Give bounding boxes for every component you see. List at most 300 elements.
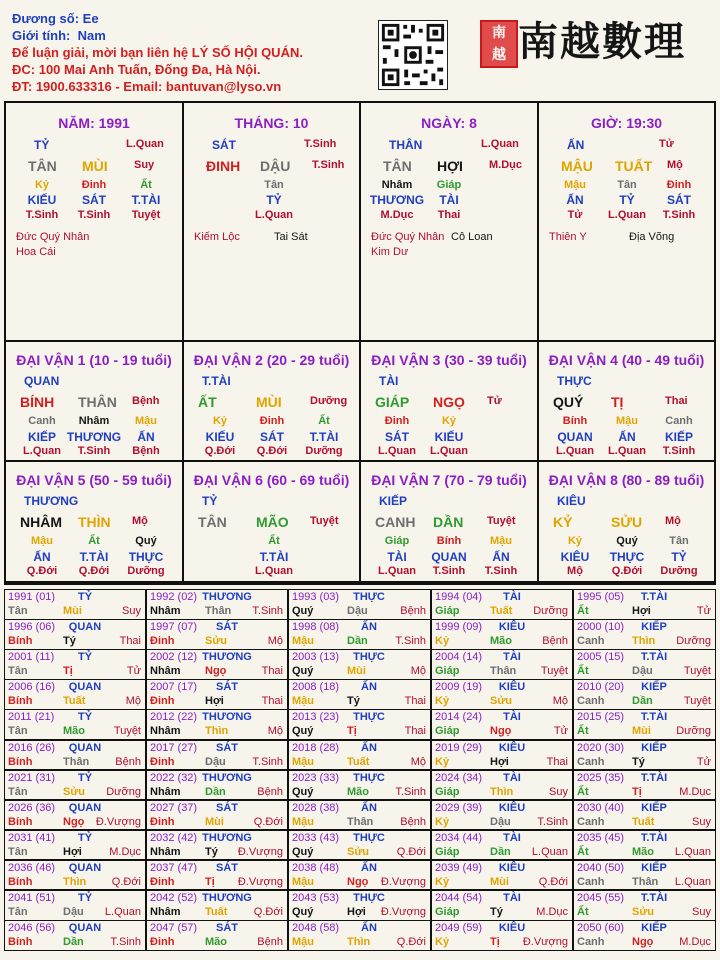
pillar-title: THÁNG: 10 (234, 115, 309, 131)
dai-van-god: TÀI (379, 374, 399, 388)
pillar-branch-life: T.Sinh (312, 159, 345, 171)
year-god: THƯƠNG (202, 771, 252, 784)
dai-van-god: THƯƠNG (24, 494, 79, 508)
year-life: Suy (692, 815, 711, 828)
hidden-god: KIẾU (27, 193, 57, 207)
year-god: KIẾP (641, 681, 667, 694)
dai-van-hidden-life: Bệnh (132, 445, 160, 457)
dai-van-hidden-stem: Kỷ (567, 535, 583, 547)
hidden-god: TỶ (619, 193, 635, 207)
year-life: Thai (546, 755, 568, 768)
year-label: 2005 (15) (577, 651, 625, 664)
year-label: 1993 (03) (292, 591, 340, 603)
year-label: 2001 (11) (8, 651, 55, 664)
year-god: TÀI (503, 771, 521, 784)
dai-van-cell-1 (6, 342, 182, 460)
year-branch: Tuất (347, 755, 370, 768)
year-god: TÀI (503, 711, 521, 724)
dai-van-hidden-life: T.Sinh (77, 445, 111, 457)
pillar-stem-life: T.Sinh (304, 138, 337, 150)
dai-van-hidden-god: KIẾP (664, 430, 694, 444)
pillar-stem-life: L.Quan (481, 138, 519, 150)
year-label: 2002 (12) (150, 651, 198, 664)
year-label: 2000 (10) (577, 621, 625, 634)
year-god: T.TÀI (640, 591, 668, 603)
year-branch: Mùi (632, 725, 651, 738)
year-label: 2034 (44) (435, 831, 483, 844)
year-god: QUAN (68, 801, 102, 814)
year-god: QUAN (68, 922, 102, 935)
year-branch: Mão (347, 785, 369, 798)
year-label: 2047 (57) (150, 922, 198, 935)
year-branch: Sửu (347, 845, 370, 858)
year-stem: Canh (577, 635, 605, 648)
dai-van-title: ĐẠI VẬN 2 (20 - 29 tuổi) (193, 352, 350, 368)
year-life: Bệnh (115, 755, 141, 768)
year-life: Tuyệt (683, 695, 711, 708)
year-god: T.TÀI (640, 711, 668, 724)
hidden-god: TỶ (266, 193, 282, 207)
year-label: 2018 (28) (292, 741, 340, 754)
year-branch: Dần (205, 785, 226, 798)
year-cell (574, 801, 715, 830)
year-stem: Kỷ (435, 815, 450, 828)
year-label: 2016 (26) (8, 741, 56, 754)
year-life: Q.Đới (253, 906, 283, 918)
pillar-branch: DẬU (260, 158, 291, 174)
dai-van-hidden-stem: Mậu (31, 535, 53, 547)
year-label: 1991 (01) (8, 591, 56, 603)
dai-van-hidden-god: SÁT (260, 430, 284, 444)
dai-van-hidden-stem: Canh (665, 415, 693, 427)
year-label: 1995 (05) (577, 591, 625, 603)
dai-van-hidden-stem: Kỷ (441, 415, 457, 427)
year-life: Đ.Vượng (95, 815, 141, 828)
year-branch: Tý (490, 906, 503, 918)
year-cell (289, 620, 430, 649)
dai-van-hidden-god: KIẾU (205, 430, 235, 444)
pillar-cell-3 (539, 103, 714, 340)
year-stem: Kỷ (435, 875, 450, 888)
hidden-life: M.Dục (380, 209, 414, 221)
owner-line: Đương số: Ee (12, 11, 99, 26)
year-cell (574, 831, 715, 860)
year-stem: Quý (292, 845, 314, 858)
year-life: Mộ (552, 695, 568, 708)
dai-van-hidden-life: T.Sinh (484, 565, 518, 577)
year-stem: Canh (577, 875, 605, 888)
year-god: TỶ (77, 591, 93, 603)
year-god: TÀI (503, 651, 521, 664)
hidden-life: L.Quan (608, 209, 646, 221)
year-god: THỰC (353, 831, 385, 844)
dai-van-life: Mộ (665, 515, 681, 527)
shensha-label: Kim Dư (371, 246, 409, 258)
year-life: Mộ (267, 635, 283, 648)
year-label: 2038 (48) (292, 861, 340, 874)
year-label: 1996 (06) (8, 621, 56, 634)
dai-van-hidden-life: L.Quan (23, 445, 61, 457)
dai-van-stem: ẤT (198, 394, 217, 410)
dai-van-hidden-god: TỶ (671, 550, 687, 564)
year-label: 2013 (23) (292, 711, 340, 724)
dai-van-branch: TỊ (611, 394, 624, 410)
year-cell (147, 771, 287, 800)
year-life: Đ.Vượng (237, 845, 283, 858)
year-life: Tử (553, 725, 568, 738)
dai-van-hidden-stem: Mậu (616, 415, 638, 427)
year-stem: Giáp (435, 845, 460, 858)
year-stem: Nhâm (150, 785, 181, 798)
year-branch: Tuất (205, 906, 228, 918)
year-stem: Ất (577, 725, 589, 738)
year-cell (432, 921, 572, 950)
dai-van-hidden-stem: Mậu (490, 535, 512, 547)
year-life: M.Dục (109, 845, 141, 858)
year-stem: Quý (292, 906, 314, 918)
dai-van-branch: MÙI (256, 394, 282, 410)
dai-van-title: ĐẠI VẬN 7 (70 - 79 tuổi) (371, 472, 527, 488)
dai-van-hidden-stem: Đinh (384, 415, 410, 427)
year-stem: Giáp (435, 605, 460, 617)
pillar-title: NGÀY: 8 (421, 115, 477, 131)
year-branch: Thìn (63, 875, 87, 888)
year-cell (289, 710, 430, 739)
dai-van-cell-3 (361, 342, 537, 460)
hidden-god: SÁT (667, 193, 691, 207)
year-cell (147, 741, 287, 770)
year-stem: Đinh (150, 875, 175, 888)
year-cell (432, 590, 572, 619)
year-branch: Ngọ (632, 936, 654, 949)
year-god: KIẾP (641, 861, 667, 874)
year-cell (289, 921, 430, 950)
year-cell (574, 620, 715, 649)
year-cell (5, 741, 145, 770)
dai-van-hidden-life: L.Quan (608, 445, 646, 457)
year-cell (574, 771, 715, 800)
year-stem: Nhâm (150, 906, 181, 918)
year-life: Suy (122, 605, 141, 617)
year-branch: Dần (347, 635, 368, 648)
year-stem: Bính (8, 755, 33, 768)
year-label: 2004 (14) (435, 651, 483, 664)
dai-van-hidden-god: TÀI (387, 550, 407, 564)
year-label: 2017 (27) (150, 741, 198, 754)
year-life: Q.Đới (253, 815, 283, 828)
year-branch: Tị (490, 936, 500, 949)
year-god: TỶ (77, 771, 93, 784)
year-cell (5, 620, 145, 649)
dai-van-hidden-life: L.Quan (430, 445, 468, 457)
year-life: Q.Đới (396, 845, 426, 858)
dai-van-branch: DẦN (433, 514, 464, 530)
year-branch: Ngọ (205, 665, 227, 678)
year-life: Thai (404, 725, 426, 738)
dai-van-hidden-stem: Kỷ (212, 415, 228, 427)
year-stem: Ất (577, 845, 589, 858)
year-life: Mộ (410, 755, 426, 768)
year-label: 2036 (46) (8, 861, 56, 874)
year-god: QUAN (68, 621, 102, 634)
dai-van-hidden-life: Dưỡng (127, 565, 165, 577)
year-stem: Canh (577, 815, 605, 828)
year-god: TỶ (77, 711, 93, 724)
year-life: Tuyệt (540, 665, 568, 678)
year-god: KIẾP (641, 801, 667, 814)
year-stem: Canh (577, 936, 605, 949)
dai-van-stem: QUÝ (553, 394, 584, 410)
dai-van-hidden-god: ẤN (492, 550, 510, 564)
shensha-label: Thiên Y (549, 231, 587, 243)
year-god: KIÊU (498, 861, 526, 874)
year-god: THỰC (353, 771, 385, 784)
dai-van-branch: THÂN (78, 394, 117, 410)
year-stem: Tân (8, 725, 28, 738)
dai-van-hidden-life: Q.Đới (26, 565, 58, 577)
dai-van-hidden-stem: Bính (562, 415, 588, 427)
brand-logo: 南越數理 (518, 18, 686, 65)
year-cell (5, 801, 145, 830)
year-branch: Ngọ (490, 725, 512, 738)
year-stem: Giáp (435, 906, 460, 918)
year-cell (147, 710, 287, 739)
year-label: 2003 (13) (292, 651, 340, 664)
dai-van-cell-2 (184, 342, 359, 460)
year-cell (289, 891, 430, 920)
year-god: KIẾP (641, 922, 667, 935)
year-branch: Thìn (632, 635, 656, 648)
dai-van-stem: KỶ (553, 514, 573, 530)
year-cell (574, 650, 715, 679)
hidden-stem: Đinh (81, 179, 107, 191)
year-cell (574, 590, 715, 619)
dai-van-stem: GIÁP (375, 394, 410, 410)
year-label: 2050 (60) (577, 922, 625, 935)
year-label: 2035 (45) (577, 831, 625, 844)
year-stem: Mậu (292, 875, 314, 888)
hidden-stem: Mậu (564, 179, 586, 191)
shensha-label: Cô Loan (451, 231, 493, 243)
year-life: Bệnh (400, 815, 426, 828)
year-label: 2007 (17) (150, 681, 198, 694)
dai-van-god: THỰC (557, 374, 592, 388)
year-stem: Mậu (292, 695, 314, 708)
year-life: M.Dục (536, 906, 568, 918)
year-branch: Sửu (205, 635, 228, 648)
year-life: Mộ (267, 725, 283, 738)
pillar-stem-life: Tử (659, 138, 674, 150)
year-god: TÀI (503, 591, 521, 603)
year-cell (5, 891, 145, 920)
year-stem: Giáp (435, 665, 460, 678)
year-cell (5, 771, 145, 800)
year-stem: Giáp (435, 785, 460, 798)
hidden-life: Thai (437, 209, 461, 221)
year-life: Bệnh (400, 605, 426, 617)
pillar-stem-life: L.Quan (126, 138, 164, 150)
hidden-life: Tuyệt (131, 209, 161, 221)
hidden-stem: Kỷ (34, 179, 50, 191)
year-branch: Mùi (205, 815, 224, 828)
year-label: 2030 (40) (577, 801, 625, 814)
year-branch: Dậu (490, 815, 511, 828)
dai-van-hidden-life: L.Quan (556, 445, 594, 457)
year-branch: Thìn (490, 785, 514, 798)
dai-van-hidden-life: Dưỡng (660, 565, 698, 577)
dai-van-stem: CANH (375, 514, 416, 530)
year-god: SÁT (216, 861, 238, 874)
dai-van-cell-7 (361, 462, 537, 581)
hidden-life: L.Quan (255, 209, 293, 221)
year-label: 1997 (07) (150, 621, 198, 634)
dai-van-hidden-god: THỰC (128, 550, 164, 564)
dai-van-life: Tuyệt (487, 515, 516, 527)
pillar-stem-god: TỶ (34, 138, 50, 152)
pillar-stem-god: ẤN (567, 138, 585, 152)
year-cell (432, 650, 572, 679)
dai-van-hidden-god: THƯƠNG (66, 430, 122, 444)
year-stem: Canh (577, 755, 605, 768)
year-god: SÁT (216, 801, 238, 814)
year-label: 1999 (09) (435, 621, 483, 634)
dai-van-hidden-stem: Tân (669, 535, 689, 547)
dai-van-hidden-life: Q.Đới (204, 445, 236, 457)
year-cell (432, 741, 572, 770)
year-label: 1992 (02) (150, 591, 198, 603)
year-stem: Kỷ (435, 635, 450, 648)
year-branch: Tị (347, 725, 357, 738)
year-label: 2012 (22) (150, 711, 198, 724)
dai-van-hidden-stem: Nhâm (78, 415, 110, 427)
year-branch: Tị (205, 875, 215, 888)
year-god: KIÊU (498, 621, 526, 634)
year-cell (574, 861, 715, 890)
year-stem: Tân (8, 845, 28, 858)
dai-van-hidden-life: Dưỡng (305, 445, 343, 457)
dai-van-life: Tử (487, 395, 502, 407)
pillar-stem: TÂN (383, 158, 412, 174)
hidden-life: T.Sinh (25, 209, 59, 221)
year-god: THƯƠNG (202, 831, 252, 844)
pillar-stem: TÂN (28, 158, 57, 174)
dai-van-hidden-stem: Đinh (259, 415, 285, 427)
year-label: 2026 (36) (8, 801, 56, 814)
dai-van-branch: NGỌ (433, 394, 465, 410)
dai-van-hidden-stem: Quý (135, 535, 157, 547)
dai-van-god: KIẾP (379, 494, 408, 508)
dai-van-hidden-stem: Mậu (135, 415, 157, 427)
dai-van-hidden-stem: Ất (88, 535, 100, 547)
year-god: QUAN (68, 861, 102, 874)
year-god: KIẾP (641, 621, 667, 634)
year-branch: Mão (205, 936, 227, 949)
year-cell (432, 831, 572, 860)
pillar-branch: HỢI (437, 158, 463, 174)
dai-van-hidden-god: ẤN (33, 550, 51, 564)
dai-van-stem: NHÂM (20, 514, 62, 530)
hidden-god: SÁT (82, 193, 106, 207)
year-god: KIÊU (498, 922, 526, 935)
year-branch: Sửu (490, 695, 513, 708)
year-cell (289, 650, 430, 679)
dai-van-hidden-stem: Quý (616, 535, 638, 547)
shensha-label: Tai Sát (274, 231, 308, 243)
year-label: 1998 (08) (292, 621, 340, 634)
year-life: Dưỡng (533, 605, 568, 617)
year-stem: Nhâm (150, 605, 181, 617)
year-cell (574, 891, 715, 920)
year-label: 2008 (18) (292, 681, 340, 694)
year-god: THƯƠNG (202, 892, 252, 904)
year-life: T.Sinh (252, 755, 283, 768)
year-cell (147, 590, 287, 619)
year-stem: Tân (8, 665, 28, 678)
year-stem: Đinh (150, 755, 175, 768)
year-label: 2040 (50) (577, 861, 625, 874)
dai-van-hidden-god: KIÊU (560, 550, 590, 564)
dai-van-title: ĐẠI VẬN 6 (60 - 69 tuổi) (193, 472, 350, 488)
dai-van-life: Thai (665, 395, 688, 407)
year-life: Thai (261, 665, 283, 678)
year-stem: Bính (8, 936, 33, 949)
year-label: 2045 (55) (577, 892, 625, 904)
year-cell (574, 710, 715, 739)
pillar-stem: ĐINH (206, 158, 241, 174)
year-label: 2006 (16) (8, 681, 56, 694)
year-god: ẤN (361, 741, 377, 754)
hidden-life: T.Sinh (662, 209, 696, 221)
year-cell (147, 620, 287, 649)
year-cell (147, 680, 287, 709)
year-god: THỰC (353, 591, 385, 603)
shensha-label: Đức Quý Nhân (16, 231, 90, 243)
year-life: Dưỡng (676, 725, 711, 738)
year-branch: Thân (632, 875, 659, 888)
year-cell (5, 861, 145, 890)
pillar-stem-god: THÂN (389, 138, 423, 152)
year-life: M.Dục (679, 785, 711, 798)
year-stem: Mậu (292, 936, 314, 949)
year-label: 2037 (47) (150, 861, 198, 874)
dai-van-branch: MÃO (256, 514, 289, 530)
dai-van-life: Dưỡng (310, 395, 348, 407)
dai-van-hidden-god: QUAN (431, 550, 467, 564)
dai-van-hidden-stem: Bính (436, 535, 462, 547)
year-cell (432, 771, 572, 800)
pillar-title: GIỜ: 19:30 (590, 115, 663, 131)
hidden-stem: Ất (140, 179, 152, 191)
dai-van-hidden-god: QUAN (557, 430, 593, 444)
dai-van-hidden-god: ẤN (618, 430, 636, 444)
year-label: 2011 (21) (8, 711, 55, 724)
year-life: Đ.Vượng (380, 906, 426, 918)
year-god: KIẾP (641, 741, 667, 754)
year-god: KIÊU (498, 801, 526, 814)
dai-van-hidden-life: L.Quan (378, 565, 416, 577)
year-label: 2033 (43) (292, 831, 340, 844)
year-branch: Tị (63, 665, 73, 678)
year-branch: Tuất (632, 815, 655, 828)
year-life: Mộ (125, 695, 141, 708)
year-cell (5, 710, 145, 739)
dai-van-hidden-god: SÁT (385, 430, 409, 444)
year-god: ẤN (361, 861, 377, 874)
year-label: 2029 (39) (435, 801, 483, 814)
year-life: Q.Đới (111, 875, 141, 888)
dai-van-hidden-stem: Canh (28, 415, 56, 427)
year-god: KIÊU (498, 741, 526, 754)
